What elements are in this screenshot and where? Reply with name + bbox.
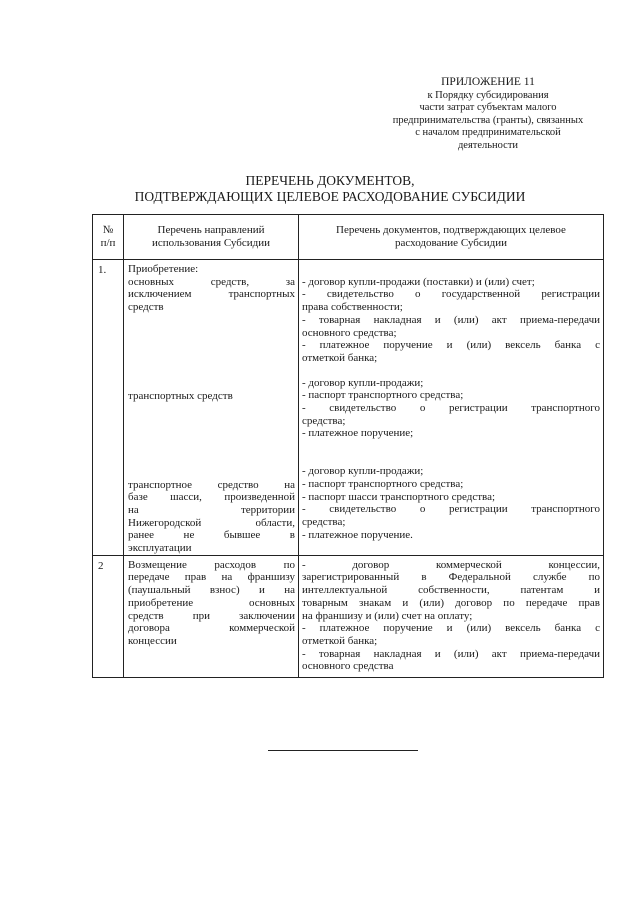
row-number: 1. (93, 260, 124, 556)
cell-line: средства; (302, 515, 346, 528)
appendix-heading: ПРИЛОЖЕНИЕ 11 (441, 76, 535, 88)
row-number: 2 (93, 555, 124, 677)
footer-divider (268, 750, 418, 751)
header-text: расходование Субсидии (395, 237, 507, 249)
cell-line: - свидетельство о государственной регистрации (302, 288, 600, 301)
header-text: Перечень направлений (157, 224, 265, 236)
header-documents (299, 215, 604, 260)
cell-line: права собственности; (302, 301, 403, 314)
directions-cell (124, 260, 299, 556)
cell-line: (паушальный взнос) и на (128, 584, 295, 597)
cell-line: Нижегородской области, (128, 516, 295, 529)
cell-line: зарегистрированный в Федеральной службе по (302, 571, 600, 584)
cell-line: - платежное поручение и (или) вексель банка с (302, 339, 600, 352)
cell-line: средств при заключении (128, 609, 295, 622)
cell-line: средств (128, 301, 164, 314)
cell-line: - платежное поручение и (или) вексель банка с (302, 622, 600, 635)
cell-line: транспортное средство на (128, 478, 295, 491)
cell-line: - товарная накладная и (или) акт приема-передачи (302, 647, 600, 660)
documents-table (92, 214, 604, 678)
table-row (93, 555, 604, 677)
cell-line: - паспорт транспортного средства; (302, 477, 464, 490)
cell-line: интеллектуальной собственности, патентам и (302, 584, 600, 597)
cell-line: на франшизу и (или) счет на оплату; (302, 609, 473, 622)
cell-line: средства; (302, 414, 346, 427)
appendix-line: с началом предпринимательской (415, 127, 561, 138)
header-text: использования Субсидии (152, 237, 270, 249)
appendix-line: деятельности (457, 139, 519, 151)
cell-line: основного средства (302, 660, 394, 673)
cell-line: - паспорт транспортного средства; (302, 389, 464, 402)
cell-line: основного средства; (302, 326, 397, 339)
cell-line: - платежное поручение; (302, 427, 414, 440)
cell-line: Возмещение расходов по (128, 558, 295, 571)
cell-line: эксплуатации (128, 542, 192, 555)
header-directions (124, 215, 299, 260)
cell-line: ранее не бывшее в (128, 529, 295, 542)
cell-line: - договор коммерческой концессии, (302, 558, 600, 571)
cell-line: приобретение основных (128, 596, 295, 609)
appendix-line: к Порядку субсидирования (427, 89, 549, 101)
cell-line: транспортных средств (128, 389, 233, 402)
appendix-header (372, 76, 604, 152)
appendix-line: части затрат субъектам малого (419, 102, 557, 113)
cell-line: основных средств, за (128, 275, 295, 288)
documents-cell (299, 260, 604, 556)
header-text: Перечень документов, подтверждающих целевое (336, 224, 566, 236)
appendix-line: предпринимательства (гранты), связанных (392, 114, 584, 126)
cell-line: Приобретение: (128, 263, 199, 275)
cell-line: - свидетельство о регистрации транспортного (302, 503, 600, 516)
table-header-row (93, 215, 604, 260)
header-text: № (102, 224, 114, 236)
cell-line: договора коммерческой (128, 622, 295, 635)
cell-line: концессии (128, 634, 177, 647)
cell-line: - паспорт шасси транспортного средства; (302, 490, 496, 503)
title-line: ПОДТВЕРЖДАЮЩИХ ЦЕЛЕВОЕ РАСХОДОВАНИЕ СУБСИДИИ (134, 189, 526, 204)
cell-line: - товарная накладная и (или) акт приема-передачи (302, 313, 600, 326)
cell-line: отметкой банка; (302, 351, 378, 364)
cell-line: - платежное поручение. (302, 528, 413, 541)
cell-line: на территории (128, 503, 295, 516)
documents-cell (299, 555, 604, 677)
cell-line: передаче прав на франшизу (128, 571, 295, 584)
cell-line: базе шасси, произведенной (128, 491, 295, 504)
header-text: п/п (100, 237, 116, 249)
cell-line: - договор купли-продажи; (302, 465, 424, 478)
table-row (93, 260, 604, 556)
title-line: ПЕРЕЧЕНЬ ДОКУМЕНТОВ, (245, 173, 415, 188)
directions-cell (124, 555, 299, 677)
header-num (93, 215, 124, 260)
cell-line: - договор купли-продажи (поставки) и (или) счет; (302, 275, 535, 288)
cell-line: исключением транспортных (128, 288, 295, 301)
cell-line: - договор купли-продажи; (302, 376, 424, 389)
document-title (130, 173, 530, 205)
cell-line: отметкой банка; (302, 634, 378, 647)
cell-line: товарным знакам и (или) договор по передаче прав (302, 596, 600, 609)
cell-line: - свидетельство о регистрации транспортного (302, 402, 600, 415)
